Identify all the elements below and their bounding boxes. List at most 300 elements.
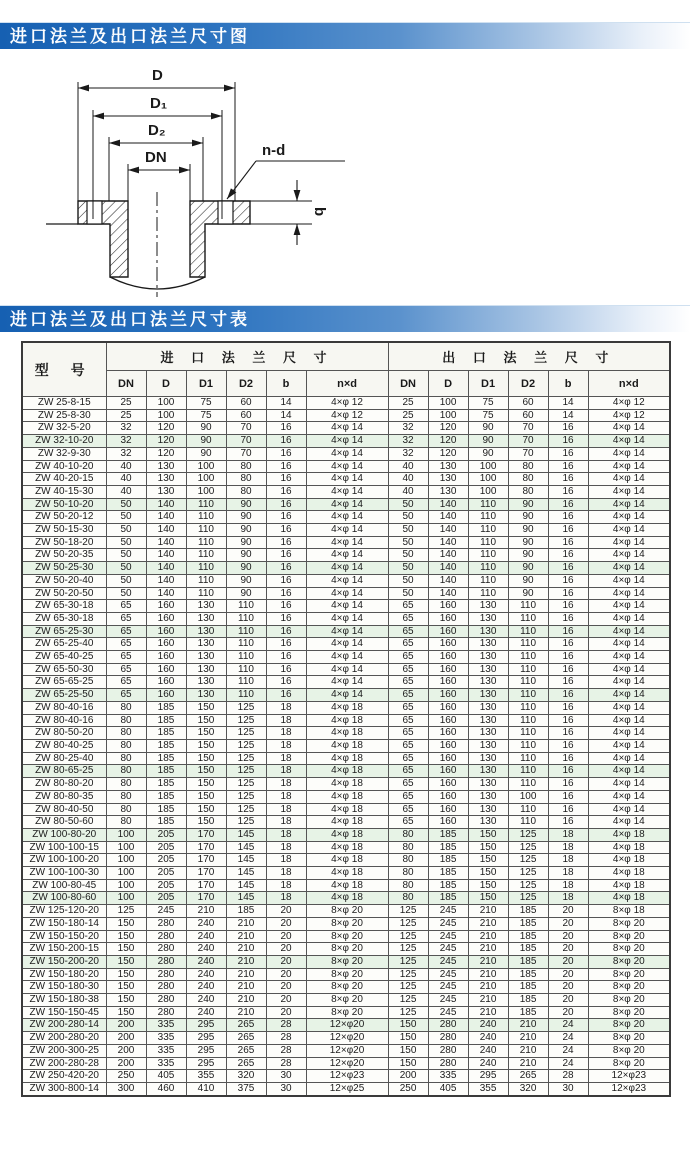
value-cell: 120	[146, 435, 186, 448]
table-row	[22, 701, 670, 714]
value-cell: 160	[428, 790, 468, 803]
header-outlet-group: 出 口 法 兰 尺 寸	[388, 342, 670, 371]
value-cell: 18	[266, 828, 306, 841]
value-cell: 295	[186, 1057, 226, 1070]
value-cell: 8×φ 20	[306, 968, 388, 981]
value-cell: 110	[468, 524, 508, 537]
value-cell: 150	[186, 790, 226, 803]
value-cell: 4×φ 18	[306, 867, 388, 880]
value-cell: 130	[468, 765, 508, 778]
value-cell: 4×φ 12	[306, 409, 388, 422]
model-cell: ZW 50-20-50	[22, 587, 106, 600]
value-cell: 150	[106, 994, 146, 1007]
value-cell: 130	[468, 790, 508, 803]
value-cell: 50	[388, 587, 428, 600]
value-cell: 4×φ 14	[588, 663, 670, 676]
model-cell: ZW 65-30-18	[22, 612, 106, 625]
value-cell: 28	[548, 1070, 588, 1083]
value-cell: 16	[266, 485, 306, 498]
value-cell: 125	[226, 765, 266, 778]
value-cell: 90	[226, 524, 266, 537]
value-cell: 110	[226, 663, 266, 676]
value-cell: 200	[388, 1070, 428, 1083]
value-cell: 150	[106, 917, 146, 930]
value-cell: 125	[388, 1006, 428, 1019]
model-cell: ZW 40-15-30	[22, 485, 106, 498]
value-cell: 90	[226, 549, 266, 562]
table-row	[22, 536, 670, 549]
value-cell: 16	[266, 422, 306, 435]
value-cell: 185	[508, 981, 548, 994]
value-cell: 4×φ 14	[306, 625, 388, 638]
value-cell: 50	[388, 511, 428, 524]
value-cell: 8×φ 20	[588, 968, 670, 981]
value-cell: 80	[106, 803, 146, 816]
value-cell: 110	[508, 727, 548, 740]
table-row	[22, 981, 670, 994]
value-cell: 65	[388, 676, 428, 689]
value-cell: 110	[508, 765, 548, 778]
value-cell: 4×φ 18	[588, 867, 670, 880]
model-cell: ZW 80-65-25	[22, 765, 106, 778]
table-row	[22, 1032, 670, 1045]
value-cell: 140	[428, 536, 468, 549]
value-cell: 65	[388, 600, 428, 613]
value-cell: 14	[266, 397, 306, 410]
value-cell: 8×φ 18	[588, 905, 670, 918]
model-cell: ZW 200-280-28	[22, 1057, 106, 1070]
value-cell: 16	[548, 651, 588, 664]
value-cell: 110	[508, 752, 548, 765]
value-cell: 185	[146, 765, 186, 778]
value-cell: 280	[428, 1019, 468, 1032]
value-cell: 4×φ 14	[588, 790, 670, 803]
value-cell: 110	[226, 612, 266, 625]
value-cell: 460	[146, 1082, 186, 1095]
value-cell: 185	[508, 930, 548, 943]
value-cell: 18	[266, 765, 306, 778]
value-cell: 4×φ 12	[588, 409, 670, 422]
model-cell: ZW 250-420-20	[22, 1070, 106, 1083]
table-row	[22, 651, 670, 664]
value-cell: 80	[226, 485, 266, 498]
dim-label-D2: D₂	[148, 122, 166, 139]
value-cell: 4×φ 14	[306, 511, 388, 524]
value-cell: 16	[266, 460, 306, 473]
value-cell: 265	[226, 1032, 266, 1045]
value-cell: 8×φ 20	[588, 955, 670, 968]
value-cell: 4×φ 18	[306, 854, 388, 867]
model-cell: ZW 100-80-60	[22, 892, 106, 905]
value-cell: 12×φ25	[306, 1082, 388, 1095]
value-cell: 4×φ 14	[588, 574, 670, 587]
value-cell: 90	[186, 422, 226, 435]
value-cell: 4×φ 18	[306, 892, 388, 905]
value-cell: 4×φ 14	[306, 536, 388, 549]
value-cell: 240	[468, 1032, 508, 1045]
value-cell: 16	[548, 574, 588, 587]
value-cell: 140	[146, 536, 186, 549]
value-cell: 150	[186, 765, 226, 778]
value-cell: 185	[146, 778, 186, 791]
value-cell: 16	[548, 625, 588, 638]
value-cell: 335	[146, 1057, 186, 1070]
value-cell: 125	[226, 752, 266, 765]
value-cell: 8×φ 20	[588, 943, 670, 956]
value-cell: 280	[428, 1057, 468, 1070]
value-cell: 4×φ 14	[306, 651, 388, 664]
value-cell: 4×φ 14	[588, 778, 670, 791]
value-cell: 145	[226, 841, 266, 854]
value-cell: 130	[468, 701, 508, 714]
value-cell: 8×φ 20	[588, 1044, 670, 1057]
value-cell: 4×φ 18	[306, 701, 388, 714]
value-cell: 90	[508, 574, 548, 587]
value-cell: 110	[468, 511, 508, 524]
value-cell: 185	[508, 905, 548, 918]
value-cell: 210	[226, 981, 266, 994]
value-cell: 65	[388, 739, 428, 752]
value-cell: 100	[106, 854, 146, 867]
value-cell: 30	[266, 1070, 306, 1083]
value-cell: 65	[388, 727, 428, 740]
bolt-hole-left	[87, 201, 102, 224]
table-wrap	[21, 341, 670, 1097]
model-cell: ZW 50-20-35	[22, 549, 106, 562]
value-cell: 4×φ 14	[588, 651, 670, 664]
value-cell: 245	[146, 905, 186, 918]
value-cell: 210	[226, 943, 266, 956]
value-cell: 90	[508, 524, 548, 537]
value-cell: 150	[106, 930, 146, 943]
value-cell: 100	[106, 879, 146, 892]
value-cell: 210	[186, 905, 226, 918]
value-cell: 80	[106, 727, 146, 740]
value-cell: 110	[186, 562, 226, 575]
value-cell: 80	[106, 752, 146, 765]
value-cell: 100	[428, 397, 468, 410]
value-cell: 140	[428, 562, 468, 575]
value-cell: 80	[388, 828, 428, 841]
table-row	[22, 435, 670, 448]
table-row	[22, 1082, 670, 1095]
value-cell: 16	[266, 651, 306, 664]
value-cell: 90	[186, 435, 226, 448]
value-cell: 28	[266, 1057, 306, 1070]
value-cell: 110	[508, 689, 548, 702]
value-cell: 8×φ 20	[588, 917, 670, 930]
value-cell: 20	[266, 943, 306, 956]
value-cell: 170	[186, 854, 226, 867]
value-cell: 145	[226, 828, 266, 841]
value-cell: 50	[388, 574, 428, 587]
value-cell: 16	[266, 689, 306, 702]
flange-section-right	[190, 201, 250, 277]
value-cell: 185	[428, 892, 468, 905]
value-cell: 8×φ 20	[306, 994, 388, 1007]
value-cell: 200	[106, 1032, 146, 1045]
value-cell: 80	[508, 473, 548, 486]
table-row	[22, 994, 670, 1007]
value-cell: 150	[186, 714, 226, 727]
value-cell: 65	[106, 638, 146, 651]
value-cell: 150	[468, 828, 508, 841]
model-cell: ZW 80-40-16	[22, 714, 106, 727]
value-cell: 110	[226, 600, 266, 613]
value-cell: 160	[428, 600, 468, 613]
value-cell: 355	[186, 1070, 226, 1083]
value-cell: 4×φ 14	[306, 460, 388, 473]
value-cell: 20	[548, 905, 588, 918]
value-cell: 205	[146, 867, 186, 880]
value-cell: 130	[468, 651, 508, 664]
value-cell: 245	[428, 943, 468, 956]
value-cell: 140	[428, 549, 468, 562]
value-cell: 210	[508, 1032, 548, 1045]
value-cell: 4×φ 14	[588, 524, 670, 537]
value-cell: 18	[266, 879, 306, 892]
value-cell: 130	[468, 600, 508, 613]
dim-label-D1: D₁	[150, 95, 168, 112]
value-cell: 32	[388, 422, 428, 435]
value-cell: 295	[468, 1070, 508, 1083]
value-cell: 295	[186, 1044, 226, 1057]
value-cell: 4×φ 14	[306, 447, 388, 460]
value-cell: 200	[106, 1057, 146, 1070]
value-cell: 65	[388, 701, 428, 714]
value-cell: 210	[508, 1057, 548, 1070]
value-cell: 110	[508, 638, 548, 651]
value-cell: 240	[468, 1044, 508, 1057]
table-row	[22, 752, 670, 765]
value-cell: 280	[146, 917, 186, 930]
value-cell: 50	[106, 498, 146, 511]
value-cell: 4×φ 14	[306, 638, 388, 651]
value-cell: 16	[548, 689, 588, 702]
value-cell: 150	[186, 816, 226, 829]
value-cell: 18	[266, 778, 306, 791]
value-cell: 12×φ23	[306, 1070, 388, 1083]
value-cell: 4×φ 14	[588, 816, 670, 829]
value-cell: 240	[186, 917, 226, 930]
value-cell: 50	[106, 574, 146, 587]
table-row	[22, 625, 670, 638]
value-cell: 240	[186, 968, 226, 981]
model-cell: ZW 125-120-20	[22, 905, 106, 918]
value-cell: 130	[428, 473, 468, 486]
value-cell: 80	[388, 841, 428, 854]
value-cell: 4×φ 14	[588, 435, 670, 448]
value-cell: 80	[388, 867, 428, 880]
model-cell: ZW 32-9-30	[22, 447, 106, 460]
value-cell: 150	[106, 943, 146, 956]
model-cell: ZW 80-40-50	[22, 803, 106, 816]
value-cell: 240	[186, 943, 226, 956]
value-cell: 150	[186, 778, 226, 791]
page	[0, 22, 690, 1097]
value-cell: 70	[226, 422, 266, 435]
value-cell: 80	[226, 473, 266, 486]
value-cell: 18	[266, 892, 306, 905]
value-cell: 90	[468, 447, 508, 460]
value-cell: 110	[226, 638, 266, 651]
model-cell: ZW 150-180-14	[22, 917, 106, 930]
value-cell: 16	[266, 638, 306, 651]
value-cell: 160	[146, 638, 186, 651]
value-cell: 90	[508, 498, 548, 511]
value-cell: 145	[226, 879, 266, 892]
value-cell: 200	[106, 1019, 146, 1032]
value-cell: 4×φ 18	[588, 879, 670, 892]
value-cell: 145	[226, 892, 266, 905]
value-cell: 50	[388, 498, 428, 511]
value-cell: 4×φ 14	[588, 422, 670, 435]
value-cell: 160	[428, 638, 468, 651]
model-cell: ZW 200-280-20	[22, 1032, 106, 1045]
value-cell: 100	[468, 473, 508, 486]
value-cell: 20	[266, 917, 306, 930]
table-row	[22, 867, 670, 880]
header-outlet-D2: D2	[508, 371, 548, 397]
value-cell: 18	[266, 739, 306, 752]
value-cell: 16	[548, 447, 588, 460]
value-cell: 140	[428, 574, 468, 587]
value-cell: 210	[468, 981, 508, 994]
value-cell: 100	[186, 485, 226, 498]
value-cell: 125	[226, 778, 266, 791]
value-cell: 210	[226, 994, 266, 1007]
value-cell: 30	[548, 1082, 588, 1095]
value-cell: 40	[388, 485, 428, 498]
value-cell: 130	[428, 485, 468, 498]
value-cell: 18	[266, 803, 306, 816]
model-cell: ZW 40-20-15	[22, 473, 106, 486]
value-cell: 140	[428, 498, 468, 511]
model-cell: ZW 32-5-20	[22, 422, 106, 435]
value-cell: 16	[548, 765, 588, 778]
value-cell: 100	[428, 409, 468, 422]
value-cell: 4×φ 18	[306, 828, 388, 841]
value-cell: 32	[388, 435, 428, 448]
value-cell: 320	[508, 1082, 548, 1095]
value-cell: 240	[186, 930, 226, 943]
value-cell: 170	[186, 892, 226, 905]
table-row	[22, 892, 670, 905]
value-cell: 130	[186, 612, 226, 625]
model-cell: ZW 150-180-20	[22, 968, 106, 981]
table-row	[22, 739, 670, 752]
value-cell: 4×φ 14	[588, 536, 670, 549]
value-cell: 18	[548, 879, 588, 892]
table-body	[22, 397, 670, 1096]
value-cell: 90	[508, 587, 548, 600]
table-row	[22, 485, 670, 498]
value-cell: 170	[186, 879, 226, 892]
value-cell: 24	[548, 1032, 588, 1045]
value-cell: 160	[428, 739, 468, 752]
value-cell: 160	[428, 651, 468, 664]
value-cell: 4×φ 12	[588, 397, 670, 410]
value-cell: 130	[468, 752, 508, 765]
value-cell: 4×φ 18	[306, 739, 388, 752]
value-cell: 150	[468, 867, 508, 880]
value-cell: 18	[266, 816, 306, 829]
value-cell: 150	[106, 1006, 146, 1019]
value-cell: 205	[146, 841, 186, 854]
table-row	[22, 841, 670, 854]
model-cell: ZW 80-80-35	[22, 790, 106, 803]
value-cell: 335	[146, 1019, 186, 1032]
value-cell: 265	[226, 1044, 266, 1057]
value-cell: 20	[548, 943, 588, 956]
value-cell: 90	[468, 422, 508, 435]
value-cell: 120	[146, 422, 186, 435]
value-cell: 160	[428, 778, 468, 791]
value-cell: 8×φ 20	[306, 981, 388, 994]
value-cell: 4×φ 14	[306, 549, 388, 562]
value-cell: 90	[226, 574, 266, 587]
value-cell: 4×φ 14	[306, 574, 388, 587]
value-cell: 70	[226, 447, 266, 460]
model-cell: ZW 25-8-30	[22, 409, 106, 422]
value-cell: 16	[548, 727, 588, 740]
table-row	[22, 460, 670, 473]
model-cell: ZW 65-40-25	[22, 651, 106, 664]
value-cell: 125	[388, 905, 428, 918]
value-cell: 75	[186, 409, 226, 422]
value-cell: 300	[106, 1082, 146, 1095]
header-inlet-nxd: n×d	[306, 371, 388, 397]
value-cell: 125	[508, 867, 548, 880]
value-cell: 245	[428, 930, 468, 943]
value-cell: 70	[226, 435, 266, 448]
value-cell: 75	[186, 397, 226, 410]
value-cell: 65	[106, 612, 146, 625]
nd-label: n-d	[262, 142, 286, 159]
value-cell: 110	[468, 498, 508, 511]
value-cell: 40	[106, 460, 146, 473]
value-cell: 160	[428, 714, 468, 727]
model-cell: ZW 32-10-20	[22, 435, 106, 448]
value-cell: 185	[146, 752, 186, 765]
value-cell: 4×φ 14	[588, 727, 670, 740]
value-cell: 130	[186, 676, 226, 689]
value-cell: 16	[548, 676, 588, 689]
value-cell: 110	[508, 651, 548, 664]
value-cell: 110	[508, 701, 548, 714]
value-cell: 140	[146, 511, 186, 524]
value-cell: 100	[106, 841, 146, 854]
value-cell: 335	[146, 1032, 186, 1045]
value-cell: 4×φ 18	[306, 879, 388, 892]
value-cell: 90	[226, 562, 266, 575]
table-row	[22, 397, 670, 410]
model-cell: ZW 80-25-40	[22, 752, 106, 765]
table-row	[22, 689, 670, 702]
table-row	[22, 917, 670, 930]
value-cell: 65	[388, 625, 428, 638]
table-row	[22, 790, 670, 803]
value-cell: 110	[186, 511, 226, 524]
value-cell: 405	[146, 1070, 186, 1083]
value-cell: 110	[186, 574, 226, 587]
value-cell: 80	[106, 790, 146, 803]
value-cell: 210	[508, 1044, 548, 1057]
value-cell: 12×φ23	[588, 1082, 670, 1095]
value-cell: 110	[186, 498, 226, 511]
value-cell: 130	[468, 676, 508, 689]
value-cell: 50	[106, 511, 146, 524]
